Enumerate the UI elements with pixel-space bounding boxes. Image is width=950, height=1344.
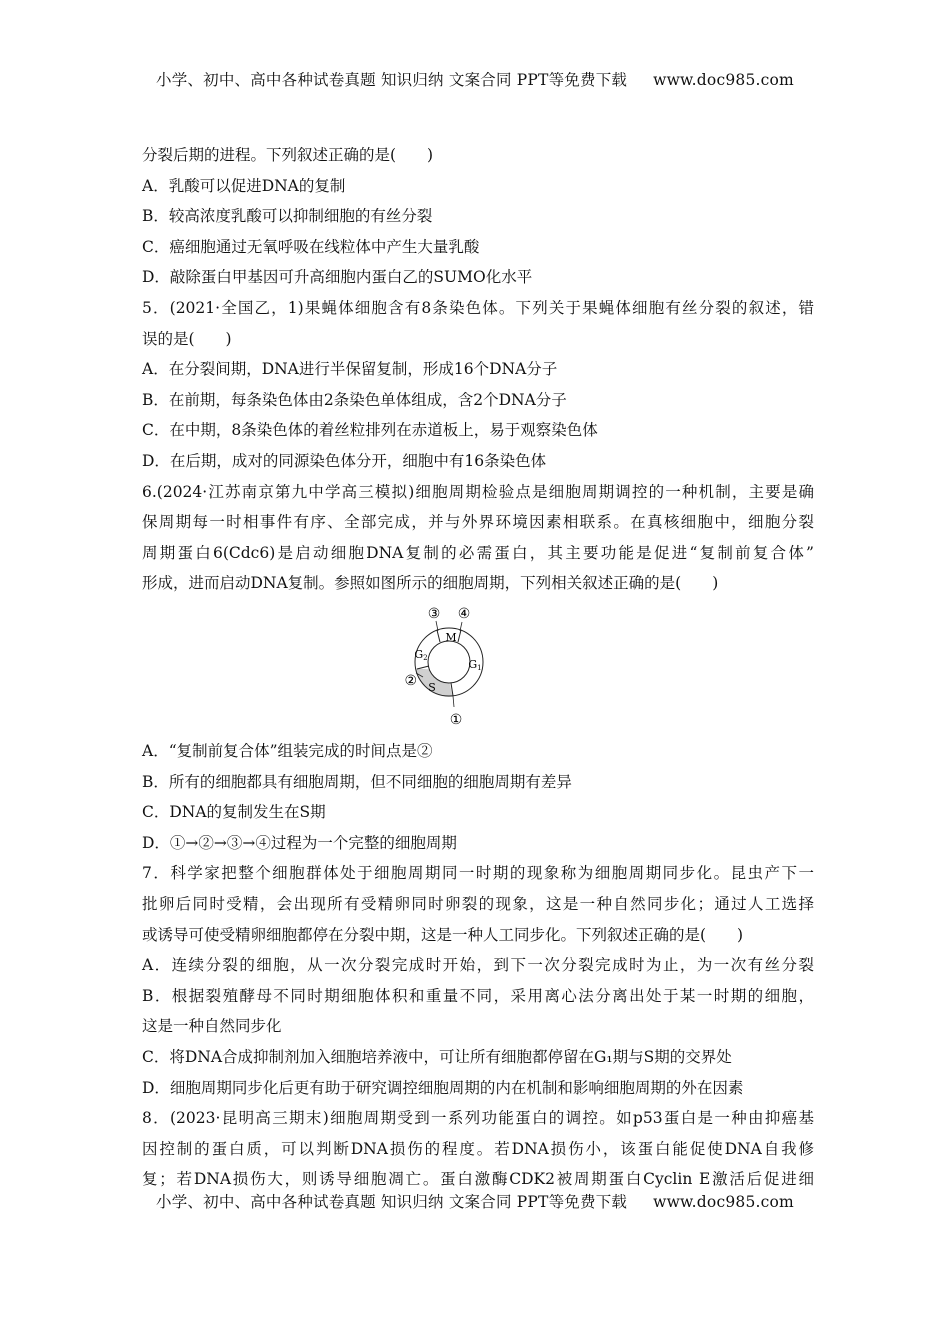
label-g1 [468, 658, 481, 672]
label-g1-sub: 1 [477, 664, 482, 672]
marker-2: ② [404, 673, 417, 689]
label-m: M [445, 631, 457, 644]
text-line: 这是一种自然同步化 [142, 1017, 282, 1036]
page-footer [0, 1190, 950, 1212]
text-line: D．细胞周期同步化后更有助于研究调控细胞周期的内在机制和影响细胞周期的外在因素 [142, 1078, 744, 1097]
text-line: B．较高浓度乳酸可以抑制细胞的有丝分裂 [142, 207, 433, 226]
page-header [0, 68, 950, 90]
question-text-bottom [142, 736, 814, 1195]
text-line: 7．科学家把整个细胞群体处于细胞周期同一时期的现象称为细胞周期同步化。昆虫产下一 [142, 864, 814, 883]
label-g2 [414, 648, 427, 662]
text-line: 形成，进而启动DNA复制。参照如图所示的细胞周期，下列相关叙述正确的是( ) [142, 574, 719, 593]
boundary-line [417, 666, 429, 669]
text-line: 批卵后同时受精，会出现所有受精卵同时卵裂的现象，这是一种自然同步化；通过人工选择 [142, 894, 814, 913]
question-text-top [142, 140, 814, 599]
text-line: C．在中期，8条染色体的着丝粒排列在赤道板上，易于观察染色体 [142, 421, 598, 440]
footer-site: www.doc985.com [653, 1193, 794, 1211]
text-line: B．根据裂殖酵母不同时期细胞体积和重量不同，采用离心法分离出处于某一时期的细胞， [142, 986, 814, 1005]
marker-1: ① [449, 712, 463, 728]
text-line: 复；若DNA损伤大，则诱导细胞凋亡。蛋白激酶CDK2被周期蛋白Cyclin E激活后促进细 [142, 1170, 814, 1189]
text-line: 保周期每一时相事件有序、全部完成，并与外界环境因素相联系。在真核细胞中，细胞分裂 [142, 513, 814, 532]
text-line: A．在分裂间期，DNA进行半保留复制，形成16个DNA分子 [142, 360, 558, 379]
text-line: 误的是( ) [142, 329, 232, 348]
text-line: 5．(2021·全国乙，1)果蝇体细胞含有8条染色体。下列关于果蝇体细胞有丝分裂的叙述，错 [142, 298, 814, 317]
text-line: B．在前期，每条染色体由2条染色单体组成，含2个DNA分子 [142, 390, 567, 409]
leader-line [436, 621, 438, 631]
text-line: C．将DNA合成抑制剂加入细胞培养液中，可让所有细胞都停留在G₁期与S期的交界处 [142, 1047, 732, 1066]
text-line: D．在后期，成对的同源染色体分开，细胞中有16条染色体 [142, 451, 547, 470]
text-line: C．癌细胞通过无氧呼吸在线粒体中产生大量乳酸 [142, 237, 480, 256]
text-line: C．DNA的复制发生在S期 [142, 803, 326, 822]
leader-line [453, 696, 454, 707]
label-s: S [428, 681, 436, 694]
leader-line [460, 622, 462, 631]
text-line: 8．(2023·昆明高三期末)细胞周期受到一系列功能蛋白的调控。如p53蛋白是一种由抑癌基 [142, 1109, 814, 1128]
text-line: 分裂后期的进程。下列叙述正确的是( ) [142, 146, 434, 164]
header-text: 小学、初中、高中各种试卷真题 知识归纳 文案合同 PPT等免费下载 [156, 71, 628, 89]
text-line: A．连续分裂的细胞，从一次分裂完成时开始，到下一次分裂完成时为止，为一次有丝分裂 [142, 956, 814, 975]
boundary-line [437, 630, 440, 642]
boundary-line [458, 630, 461, 642]
text-line: 因控制的蛋白质，可以判断DNA损伤的程度。若DNA损伤小，该蛋白能促使DNA自我修 [142, 1139, 814, 1158]
text-line: 周期蛋白6(Cdc6)是启动细胞DNA复制的必需蛋白，其主要功能是促进“复制前复合体” [142, 543, 814, 562]
footer-text: 小学、初中、高中各种试卷真题 知识归纳 文案合同 PPT等免费下载 [156, 1193, 628, 1211]
label-g2-sub: 2 [423, 654, 428, 662]
text-line: A．“复制前复合体”组装完成的时间点是② [142, 742, 433, 760]
label-g1-main: G [468, 658, 478, 671]
cell-cycle-diagram [404, 600, 510, 730]
text-line: B．所有的细胞都具有细胞周期，但不同细胞的细胞周期有差异 [142, 772, 572, 791]
marker-3: ③ [427, 606, 441, 622]
text-line: 6.(2024·江苏南京第九中学高三模拟)细胞周期检验点是细胞周期调控的一种机制，主要是确 [142, 482, 814, 501]
marker-4: ④ [457, 606, 471, 622]
text-line: D．敲除蛋白甲基因可升高细胞内蛋白乙的SUMO化水平 [142, 268, 533, 287]
text-line: D．①→②→③→④过程为一个完整的细胞周期 [142, 833, 457, 852]
inner-ring [428, 641, 470, 683]
header-site: www.doc985.com [653, 71, 794, 89]
label-g2-main: G [414, 648, 424, 661]
text-line: A．乳酸可以促进DNA的复制 [142, 176, 346, 195]
text-line: 或诱导可使受精卵细胞都停在分裂中期，这是一种人工同步化。下列叙述正确的是( ) [142, 925, 744, 944]
